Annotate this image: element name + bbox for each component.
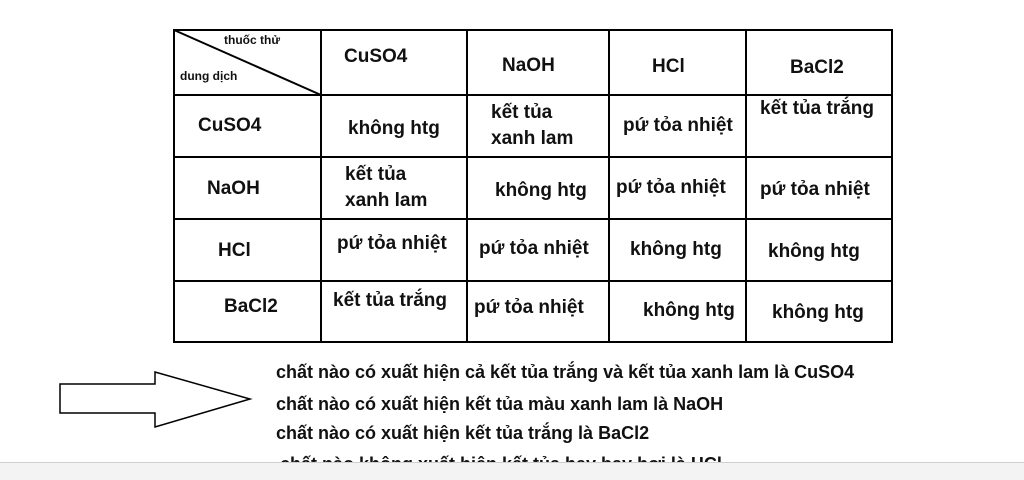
column-header-cuso4: CuSO4	[344, 46, 408, 67]
corner-label-solution: dung dịch	[180, 69, 238, 83]
cell-hcl-cuso4: pứ tỏa nhiệt	[337, 233, 447, 254]
conclusion-line: chất nào có xuất hiện kết tủa màu xanh lam là NaOH	[276, 394, 724, 414]
row-header-bacl2: BaCl2	[224, 296, 278, 317]
cell-naoh-hcl: pứ tỏa nhiệt	[616, 177, 726, 198]
cell-bacl2-hcl: không htg	[643, 300, 735, 321]
cell-hcl-hcl: không htg	[630, 239, 722, 260]
column-header-hcl: HCl	[652, 56, 685, 77]
cell-naoh-cuso4: kết tủa xanh lam	[345, 164, 428, 211]
row-header-naoh: NaOH	[207, 178, 260, 199]
cell-cuso4-cuso4: không htg	[348, 118, 440, 139]
cell-bacl2-naoh: pứ tỏa nhiệt	[474, 297, 584, 318]
cell-bacl2-bacl2: không htg	[772, 302, 864, 323]
column-header-bacl2: BaCl2	[790, 57, 844, 78]
column-header-naoh: NaOH	[502, 55, 555, 76]
cell-hcl-naoh: pứ tỏa nhiệt	[479, 238, 589, 259]
cell-cuso4-naoh: kết tủa xanh lam	[491, 102, 574, 149]
cell-cuso4-hcl: pứ tỏa nhiệt	[623, 115, 733, 136]
cell-hcl-bacl2: không htg	[768, 241, 860, 262]
row-header-hcl: HCl	[218, 240, 251, 261]
cell-cuso4-bacl2: kết tủa trắng	[760, 98, 875, 119]
conclusion-line: chất nào có xuất hiện cả kết tủa trắng và kết tủa xanh lam là CuSO4	[276, 362, 855, 382]
cell-naoh-bacl2: pứ tỏa nhiệt	[760, 179, 870, 200]
cell-naoh-naoh: không htg	[495, 180, 587, 201]
row-header-cuso4: CuSO4	[198, 115, 262, 136]
conclusion-line: chất nào có xuất hiện kết tủa trắng là BaCl2	[276, 423, 650, 443]
corner-label-reagent: thuốc thử	[224, 33, 281, 47]
window-bottom-edge	[0, 462, 1024, 480]
arrow-right-icon	[60, 372, 250, 427]
cell-bacl2-cuso4: kết tủa trắng	[333, 290, 448, 311]
